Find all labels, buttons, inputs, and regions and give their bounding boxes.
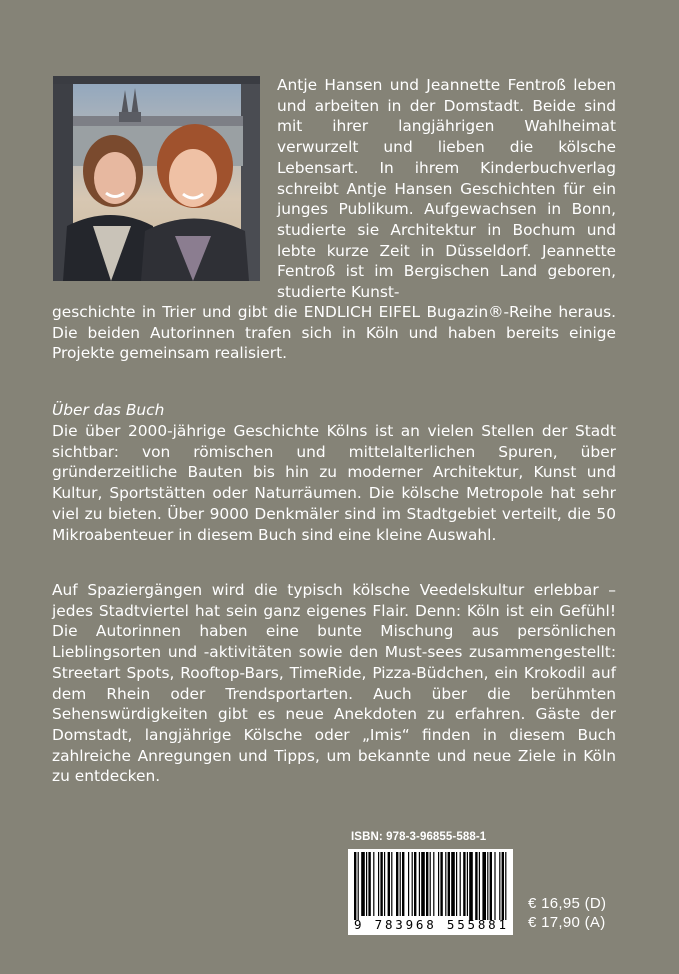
authors-bio-top: Antje Hansen und Jeannette Fentroß leben und arbeiten in der Domstadt. Beide sind mit ihrer langjährigen Wahlheimat verwurzelt und lieben die kölsche Lebensart. In ihrem Kinderbuchverlag schreibt Antje Hansen Geschichten für ein junges Publikum. Aufgewachsen in Bonn, studierte sie Architektur in Bochum und lebte kurze Zeit in Düsseldorf. Jeannette Fentroß ist im Bergischen Land geboren, studierte Kunst- bbox=[277, 76, 616, 302]
book-description-paragraph-2: Auf Spaziergängen wird die typisch kölsche Veedelskultur erlebbar – jedes Stadtviertel hat sein ganz eigenes Flair. Denn: Köln ist ein Gefühl! Die Autorinnen haben eine bunte Mischung aus persönlichen Lieblingsorten und -aktivitäten sowie den Must-sees zusammengestellt: Streetart Spots, Rooftop-Bars, TimeRide, Pizza-Büdchen, ein Krokodil auf dem Rhein oder Trendsportarten. Auch über die berühmten Sehenswürdigkeiten gibt es neue Anekdoten zu erfahren. Gäste der Domstadt, langjährige Kölsche oder „Imis“ finden in diesem Buch zahlreiche Anregungen und Tipps, um bekannte und neue Ziele in Köln zu entdecken. bbox=[52, 581, 616, 786]
barcode-bars bbox=[354, 852, 506, 920]
price-austria: € 17,90 (A) bbox=[528, 914, 606, 931]
barcode bbox=[348, 849, 513, 935]
book-description-paragraph-1: Die über 2000-jährige Geschichte Kölns ist an vielen Stellen der Stadt sichtbar: von römischen und mittelalterlichen Spuren, über gründerzeitliche Bauten bis hin zu moderner Architektur, Kunst und Kultur, Sportstätten oder Naturräumen. Die kölsche Metropole hat sehr viel zu bieten. Über 9000 Denkmäler sind im Stadtgebiet verteilt, die 50 Mikroabenteuer in diesem Buch sind eine kleine Auswahl. bbox=[52, 422, 616, 544]
section-title-about-book: Über das Buch bbox=[52, 401, 165, 419]
authors-photo bbox=[53, 76, 260, 281]
barcode-digits: 9 783968 555881 bbox=[354, 917, 506, 932]
isbn-label: ISBN: 978-3-96855-588-1 bbox=[351, 831, 487, 843]
prices bbox=[528, 894, 638, 932]
price-germany: € 16,95 (D) bbox=[528, 895, 607, 912]
authors-bio-bottom: geschichte in Trier und gibt die ENDLICH EIFEL Bugazin®-Reihe heraus. Die beiden Autorinnen trafen sich in Köln und haben bereits einige Projekte gemeinsam realisiert. bbox=[52, 303, 616, 363]
